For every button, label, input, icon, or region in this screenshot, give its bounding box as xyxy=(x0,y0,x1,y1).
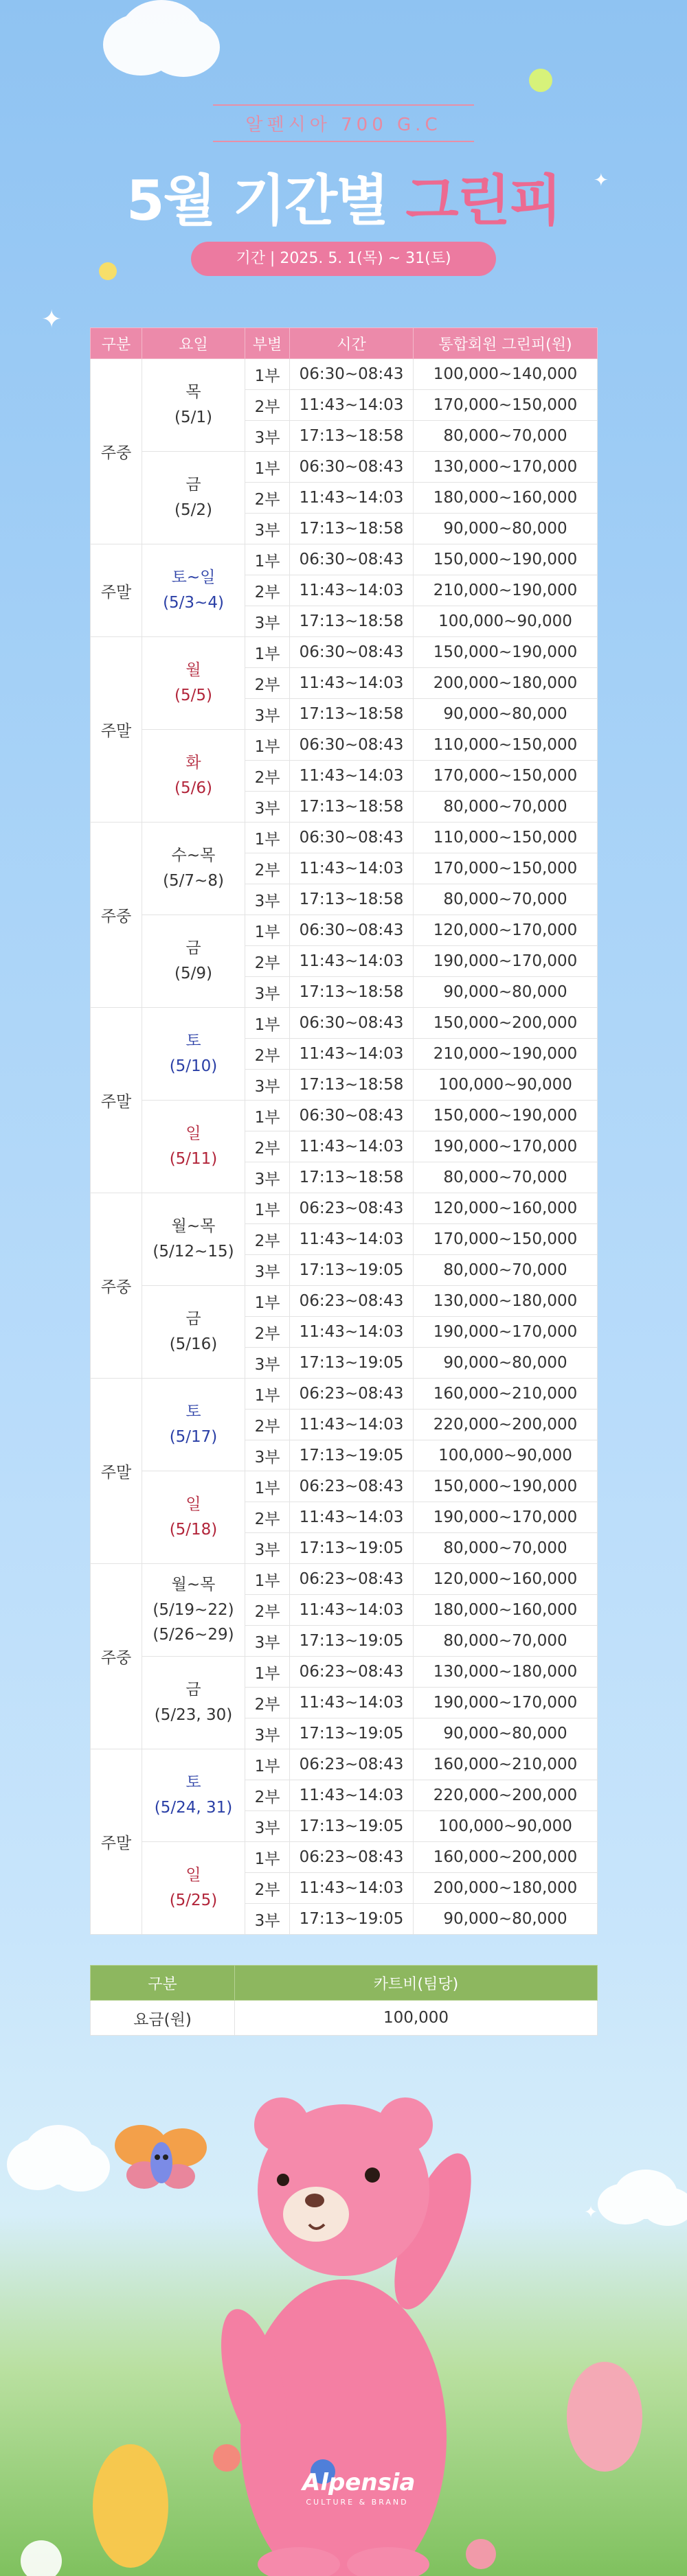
session-cell: 1부 xyxy=(245,1842,290,1873)
cloud-decoration xyxy=(598,2183,653,2224)
fee-cell: 90,000~80,000 xyxy=(414,1904,598,1935)
day-label-line: (5/2) xyxy=(174,501,212,519)
fee-cell: 80,000~70,000 xyxy=(414,884,598,915)
day-label-line: 일 xyxy=(185,1125,201,1143)
logo-subtitle: CULTURE & BRAND xyxy=(306,2498,409,2507)
day-cell xyxy=(142,1749,245,1842)
time-cell: 11:43~14:03 xyxy=(290,1131,414,1162)
fee-cell: 120,000~160,000 xyxy=(414,1193,598,1224)
header-day: 요일 xyxy=(142,328,245,359)
category-cell: 주중 xyxy=(91,1564,142,1749)
day-label-line: 화 xyxy=(185,754,201,772)
fee-cell: 180,000~160,000 xyxy=(414,1595,598,1626)
cloud-decoration xyxy=(7,2139,69,2190)
day-label-line: 금 xyxy=(185,1681,201,1699)
time-cell: 06:30~08:43 xyxy=(290,637,414,668)
time-cell: 11:43~14:03 xyxy=(290,1410,414,1440)
fee-cell: 130,000~180,000 xyxy=(414,1286,598,1317)
session-cell: 2부 xyxy=(245,1595,290,1626)
category-cell: 주말 xyxy=(91,544,142,637)
fee-cell: 200,000~180,000 xyxy=(414,668,598,699)
session-cell: 3부 xyxy=(245,977,290,1008)
day-cell xyxy=(142,544,245,637)
day-label-line: 목 xyxy=(185,383,201,402)
time-cell: 06:23~08:43 xyxy=(290,1564,414,1595)
cart-header-fee: 카트비(팀당) xyxy=(235,1966,598,2001)
table-row xyxy=(91,915,598,946)
session-cell: 2부 xyxy=(245,1039,290,1070)
fee-cell: 80,000~70,000 xyxy=(414,1533,598,1564)
cart-fee-header-row xyxy=(91,1966,598,2001)
fee-cell: 80,000~70,000 xyxy=(414,792,598,823)
session-cell: 2부 xyxy=(245,946,290,977)
day-cell xyxy=(142,1842,245,1935)
time-cell: 17:13~19:05 xyxy=(290,1440,414,1471)
session-cell: 2부 xyxy=(245,1873,290,1904)
fee-cell: 150,000~190,000 xyxy=(414,544,598,575)
table-row xyxy=(91,730,598,761)
session-cell: 3부 xyxy=(245,1348,290,1379)
category-cell: 주말 xyxy=(91,1749,142,1935)
session-cell: 1부 xyxy=(245,1101,290,1131)
meadow-flowers xyxy=(0,2355,687,2576)
fee-cell: 130,000~180,000 xyxy=(414,1657,598,1688)
session-cell: 3부 xyxy=(245,1718,290,1749)
day-cell xyxy=(142,1379,245,1471)
header-session: 부별 xyxy=(245,328,290,359)
session-cell: 3부 xyxy=(245,1533,290,1564)
session-cell: 3부 xyxy=(245,606,290,637)
table-row xyxy=(91,1471,598,1502)
session-cell: 3부 xyxy=(245,421,290,452)
time-cell: 11:43~14:03 xyxy=(290,483,414,514)
fee-cell: 160,000~210,000 xyxy=(414,1749,598,1780)
table-row xyxy=(91,1008,598,1039)
fee-cell: 150,000~190,000 xyxy=(414,1471,598,1502)
time-cell: 17:13~19:05 xyxy=(290,1904,414,1935)
fee-cell: 110,000~150,000 xyxy=(414,823,598,853)
time-cell: 17:13~18:58 xyxy=(290,699,414,730)
session-cell: 3부 xyxy=(245,1904,290,1935)
day-cell xyxy=(142,1471,245,1564)
cloud-decoration xyxy=(103,14,179,76)
fee-cell: 130,000~170,000 xyxy=(414,452,598,483)
fee-cell: 100,000~90,000 xyxy=(414,1070,598,1101)
fee-cell: 190,000~170,000 xyxy=(414,1688,598,1718)
day-label-line: 토 xyxy=(185,1403,201,1421)
day-cell xyxy=(142,915,245,1008)
brand-logo xyxy=(302,2469,416,2507)
time-cell: 17:13~19:05 xyxy=(290,1811,414,1842)
time-cell: 06:23~08:43 xyxy=(290,1471,414,1502)
fee-cell: 220,000~200,000 xyxy=(414,1410,598,1440)
fee-cell: 120,000~170,000 xyxy=(414,915,598,946)
table-row xyxy=(91,1286,598,1317)
fee-cell: 90,000~80,000 xyxy=(414,699,598,730)
session-cell: 1부 xyxy=(245,1008,290,1039)
time-cell: 11:43~14:03 xyxy=(290,1317,414,1348)
title-accent: 그린피 xyxy=(405,169,561,233)
time-cell: 17:13~18:58 xyxy=(290,977,414,1008)
period-badge: 기간 | 2025. 5. 1(목) ~ 31(토) xyxy=(191,242,496,276)
day-cell xyxy=(142,1657,245,1749)
table-row xyxy=(91,1749,598,1780)
day-cell xyxy=(142,1564,245,1657)
session-cell: 2부 xyxy=(245,853,290,884)
time-cell: 11:43~14:03 xyxy=(290,946,414,977)
fee-cell: 170,000~150,000 xyxy=(414,853,598,884)
session-cell: 2부 xyxy=(245,1317,290,1348)
day-label-line: 월~목 xyxy=(171,1217,216,1236)
fee-cell: 170,000~150,000 xyxy=(414,761,598,792)
category-cell: 주중 xyxy=(91,1193,142,1379)
time-cell: 17:13~19:05 xyxy=(290,1533,414,1564)
day-label-line: 토 xyxy=(185,1773,201,1792)
session-cell: 2부 xyxy=(245,1410,290,1440)
session-cell: 2부 xyxy=(245,390,290,421)
session-cell: 1부 xyxy=(245,730,290,761)
table-row xyxy=(91,359,598,390)
day-label-line: 수~목 xyxy=(171,847,216,865)
day-cell xyxy=(142,1101,245,1193)
sparkle-icon: ✦ xyxy=(594,170,609,191)
session-cell: 1부 xyxy=(245,1749,290,1780)
fee-cell: 100,000~90,000 xyxy=(414,1811,598,1842)
day-label-line: 월 xyxy=(185,661,201,680)
fee-cell: 80,000~70,000 xyxy=(414,421,598,452)
session-cell: 1부 xyxy=(245,1657,290,1688)
header-time: 시간 xyxy=(290,328,414,359)
day-label-line: 일 xyxy=(185,1495,201,1514)
table-header-row xyxy=(91,328,598,359)
time-cell: 11:43~14:03 xyxy=(290,1873,414,1904)
time-cell: 06:23~08:43 xyxy=(290,1286,414,1317)
day-label-line: (5/11) xyxy=(169,1150,218,1168)
category-cell: 주말 xyxy=(91,1008,142,1193)
session-cell: 1부 xyxy=(245,915,290,946)
fee-cell: 180,000~160,000 xyxy=(414,483,598,514)
time-cell: 17:13~19:05 xyxy=(290,1348,414,1379)
time-cell: 06:23~08:43 xyxy=(290,1657,414,1688)
cart-fee-table xyxy=(90,1965,598,2036)
time-cell: 17:13~19:05 xyxy=(290,1255,414,1286)
time-cell: 06:23~08:43 xyxy=(290,1842,414,1873)
day-label-line: 금 xyxy=(185,1310,201,1329)
session-cell: 3부 xyxy=(245,1070,290,1101)
fee-cell: 210,000~190,000 xyxy=(414,575,598,606)
session-cell: 3부 xyxy=(245,1626,290,1657)
logo-brand: Alpensia xyxy=(302,2469,416,2496)
fee-cell: 210,000~190,000 xyxy=(414,1039,598,1070)
fee-cell: 80,000~70,000 xyxy=(414,1255,598,1286)
day-label-line: (5/19~22) xyxy=(153,1600,234,1619)
day-label-line: (5/25) xyxy=(169,1891,218,1909)
time-cell: 11:43~14:03 xyxy=(290,761,414,792)
session-cell: 1부 xyxy=(245,1379,290,1410)
time-cell: 17:13~18:58 xyxy=(290,514,414,544)
cart-row-value: 100,000 xyxy=(235,2001,598,2036)
day-label-line: (5/9) xyxy=(174,965,212,982)
time-cell: 17:13~18:58 xyxy=(290,884,414,915)
time-cell: 11:43~14:03 xyxy=(290,1780,414,1811)
day-label-line: 일 xyxy=(185,1866,201,1885)
time-cell: 11:43~14:03 xyxy=(290,1039,414,1070)
time-cell: 11:43~14:03 xyxy=(290,853,414,884)
session-cell: 1부 xyxy=(245,359,290,390)
day-cell xyxy=(142,1008,245,1101)
day-label-line: (5/23, 30) xyxy=(154,1706,233,1724)
fee-cell: 90,000~80,000 xyxy=(414,1718,598,1749)
time-cell: 11:43~14:03 xyxy=(290,668,414,699)
time-cell: 17:13~18:58 xyxy=(290,1070,414,1101)
fee-cell: 160,000~200,000 xyxy=(414,1842,598,1873)
day-label-line: 월~목 xyxy=(171,1575,216,1594)
fee-cell: 80,000~70,000 xyxy=(414,1162,598,1193)
session-cell: 3부 xyxy=(245,699,290,730)
day-label-line: (5/7~8) xyxy=(163,872,224,890)
session-cell: 2부 xyxy=(245,483,290,514)
session-cell: 2부 xyxy=(245,575,290,606)
table-row xyxy=(91,1193,598,1224)
day-label-line: (5/6) xyxy=(174,779,212,797)
fee-cell: 190,000~170,000 xyxy=(414,946,598,977)
session-cell: 3부 xyxy=(245,792,290,823)
fee-cell: 100,000~90,000 xyxy=(414,606,598,637)
session-cell: 2부 xyxy=(245,1688,290,1718)
table-body xyxy=(91,359,598,1935)
fee-cell: 90,000~80,000 xyxy=(414,1348,598,1379)
butterfly-illustration xyxy=(110,2115,213,2197)
session-cell: 2부 xyxy=(245,1131,290,1162)
time-cell: 06:30~08:43 xyxy=(290,730,414,761)
table-row xyxy=(91,637,598,668)
venue-label: 알펜시아 700 G.C xyxy=(213,104,474,142)
time-cell: 06:30~08:43 xyxy=(290,359,414,390)
table-row xyxy=(91,1564,598,1595)
session-cell: 1부 xyxy=(245,823,290,853)
fee-cell: 90,000~80,000 xyxy=(414,514,598,544)
day-cell xyxy=(142,637,245,730)
day-label-line: (5/1) xyxy=(174,409,212,426)
session-cell: 2부 xyxy=(245,1780,290,1811)
session-cell: 2부 xyxy=(245,668,290,699)
day-label-line: 금 xyxy=(185,476,201,494)
header-category: 구분 xyxy=(91,328,142,359)
time-cell: 06:30~08:43 xyxy=(290,544,414,575)
fee-cell: 100,000~90,000 xyxy=(414,1440,598,1471)
session-cell: 1부 xyxy=(245,1193,290,1224)
session-cell: 1부 xyxy=(245,452,290,483)
table-row xyxy=(91,1379,598,1410)
fee-cell: 110,000~150,000 xyxy=(414,730,598,761)
fee-cell: 220,000~200,000 xyxy=(414,1780,598,1811)
day-label-line: 토~일 xyxy=(171,568,216,587)
table-row xyxy=(91,1842,598,1873)
day-cell xyxy=(142,1286,245,1379)
day-label-line: (5/10) xyxy=(169,1057,218,1075)
time-cell: 11:43~14:03 xyxy=(290,390,414,421)
day-label-line: (5/5) xyxy=(174,687,212,704)
fee-cell: 100,000~140,000 xyxy=(414,359,598,390)
time-cell: 06:30~08:43 xyxy=(290,452,414,483)
day-cell xyxy=(142,452,245,544)
fee-cell: 170,000~150,000 xyxy=(414,390,598,421)
flower-decoration xyxy=(529,69,552,92)
time-cell: 06:30~08:43 xyxy=(290,1101,414,1131)
time-cell: 06:23~08:43 xyxy=(290,1749,414,1780)
day-cell xyxy=(142,730,245,823)
day-label-line: (5/3~4) xyxy=(163,594,224,612)
time-cell: 17:13~18:58 xyxy=(290,606,414,637)
sparkle-icon: ✦ xyxy=(584,2203,598,2222)
fee-cell: 190,000~170,000 xyxy=(414,1502,598,1533)
time-cell: 17:13~19:05 xyxy=(290,1718,414,1749)
time-cell: 11:43~14:03 xyxy=(290,575,414,606)
category-cell: 주말 xyxy=(91,637,142,823)
session-cell: 2부 xyxy=(245,761,290,792)
fee-cell: 150,000~190,000 xyxy=(414,1101,598,1131)
session-cell: 1부 xyxy=(245,1471,290,1502)
session-cell: 3부 xyxy=(245,1811,290,1842)
session-cell: 3부 xyxy=(245,1255,290,1286)
time-cell: 06:30~08:43 xyxy=(290,823,414,853)
time-cell: 17:13~19:05 xyxy=(290,1626,414,1657)
time-cell: 11:43~14:03 xyxy=(290,1502,414,1533)
title-main: 5월 기간별 xyxy=(126,169,388,233)
session-cell: 3부 xyxy=(245,514,290,544)
cart-header-category: 구분 xyxy=(91,1966,235,2001)
green-fee-table xyxy=(90,327,598,1935)
table-row xyxy=(91,544,598,575)
session-cell: 1부 xyxy=(245,1564,290,1595)
fee-cell: 160,000~210,000 xyxy=(414,1379,598,1410)
day-label-line: (5/17) xyxy=(169,1428,218,1446)
session-cell: 3부 xyxy=(245,1440,290,1471)
session-cell: 3부 xyxy=(245,884,290,915)
table-row xyxy=(91,452,598,483)
category-cell: 주중 xyxy=(91,823,142,1008)
table-row xyxy=(91,1101,598,1131)
day-label-line: (5/18) xyxy=(169,1521,218,1539)
fee-cell: 120,000~160,000 xyxy=(414,1564,598,1595)
fee-cell: 200,000~180,000 xyxy=(414,1873,598,1904)
time-cell: 11:43~14:03 xyxy=(290,1595,414,1626)
category-cell: 주중 xyxy=(91,359,142,544)
session-cell: 3부 xyxy=(245,1162,290,1193)
table-row xyxy=(91,823,598,853)
fee-cell: 190,000~170,000 xyxy=(414,1317,598,1348)
fee-cell: 190,000~170,000 xyxy=(414,1131,598,1162)
day-cell xyxy=(142,823,245,915)
table-row xyxy=(91,1657,598,1688)
fee-cell: 90,000~80,000 xyxy=(414,977,598,1008)
day-label-line: (5/24, 31) xyxy=(154,1799,233,1817)
flower-decoration xyxy=(99,262,117,280)
time-cell: 06:30~08:43 xyxy=(290,1008,414,1039)
time-cell: 11:43~14:03 xyxy=(290,1224,414,1255)
session-cell: 1부 xyxy=(245,637,290,668)
session-cell: 2부 xyxy=(245,1502,290,1533)
time-cell: 17:13~18:58 xyxy=(290,792,414,823)
day-label-line: (5/12~15) xyxy=(153,1243,234,1261)
day-label-line: (5/26~29) xyxy=(153,1626,234,1644)
cart-row-label: 요금(원) xyxy=(91,2001,235,2036)
time-cell: 06:23~08:43 xyxy=(290,1193,414,1224)
time-cell: 06:23~08:43 xyxy=(290,1379,414,1410)
time-cell: 06:30~08:43 xyxy=(290,915,414,946)
fee-cell: 80,000~70,000 xyxy=(414,1626,598,1657)
session-cell: 1부 xyxy=(245,544,290,575)
fee-cell: 150,000~190,000 xyxy=(414,637,598,668)
day-cell xyxy=(142,1193,245,1286)
category-cell: 주말 xyxy=(91,1379,142,1564)
time-cell: 17:13~18:58 xyxy=(290,421,414,452)
day-label-line: 금 xyxy=(185,939,201,958)
fee-cell: 150,000~200,000 xyxy=(414,1008,598,1039)
day-cell xyxy=(142,359,245,452)
time-cell: 11:43~14:03 xyxy=(290,1688,414,1718)
day-label-line: 토 xyxy=(185,1032,201,1050)
session-cell: 1부 xyxy=(245,1286,290,1317)
day-label-line: (5/16) xyxy=(169,1335,218,1353)
cart-fee-row xyxy=(91,2001,598,2036)
time-cell: 17:13~18:58 xyxy=(290,1162,414,1193)
sparkle-icon: ✦ xyxy=(41,306,63,334)
page-title xyxy=(0,157,687,235)
header-fee: 통합회원 그린피(원) xyxy=(414,328,598,359)
fee-cell: 170,000~150,000 xyxy=(414,1224,598,1255)
session-cell: 2부 xyxy=(245,1224,290,1255)
